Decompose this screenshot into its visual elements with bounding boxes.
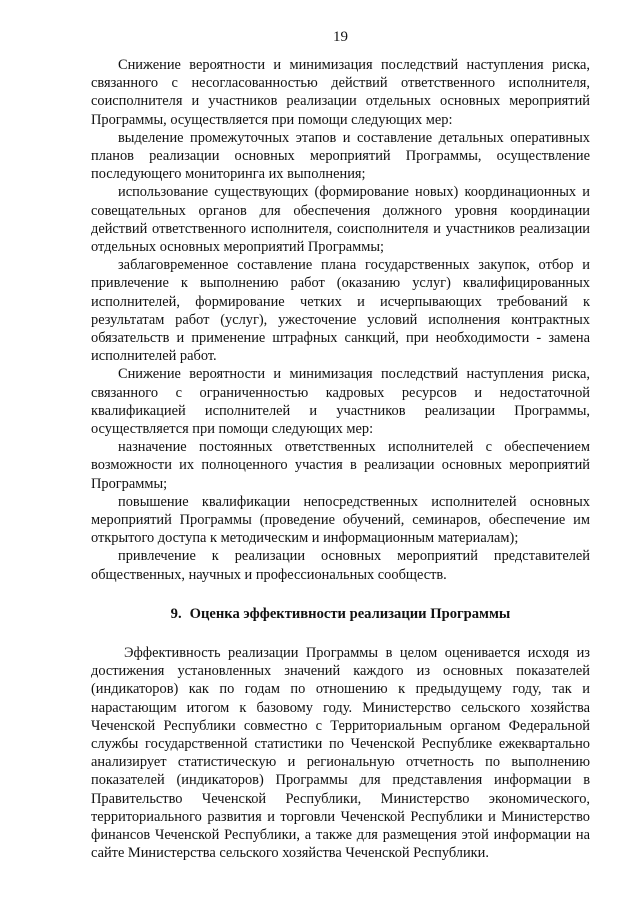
section-number: 9. [170, 605, 182, 622]
section-title: Оценка эффективности реализации Программы [189, 605, 511, 622]
paragraph-risk-coordination: Снижение вероятности и минимизация последствий наступления риска, связанного с несогласованностью действий ответственного исполнителя, соисполнителя и участников реализации отдельных основных мероприятий Программы, осуществляется при помощи следующих мер: [91, 57, 590, 128]
paragraph-measure-training: повышение квалификации непосредственных исполнителей основных мероприятий Программы (проведение обучений, семинаров, обеспечение им открытого доступа к методическим и информационным материалам); [91, 493, 590, 547]
paragraph-measure-stages: выделение промежуточных этапов и составление детальных оперативных планов реализации основных мероприятий Программы, осуществление последующего мониторинга их выполнения; [91, 129, 590, 183]
paragraph-measure-procurement: заблаговременное составление плана государственных закупок, отбор и привлечение к выполнению работ (оказанию услуг) квалифицированных исполнителей, формирование четких и исчерпывающих требований к результатам работ (услуг), ужесточение условий исполнения контрактных обязательств и применение штрафных санкций, при необходимости - замена исполнителей работ. [91, 257, 590, 365]
page-number: 19 [333, 29, 348, 45]
section-heading [91, 605, 590, 623]
paragraph-efficiency-evaluation: Эффективность реализации Программы в целом оценивается исходя из достижения установленных значений каждого из основных показателей (индикаторов) как по годам по отношению к предыдущему году, так и нарастающим итогом к базовому году. Министерство сельского хозяйства Чеченской Республики совместно с Территориальным органом Федеральной службы государственной статистики по Чеченской Республике ежеквартально анализирует статистическую и региональную отчетность по выполнению показателей (индикаторов) Программы для представления информации в Правительство Чеченской Республики, Министерство экономического, территориального развития и торговли Чеченской Республики и Министерство финансов Чеченской Республики, а также для размещения этой информации на сайте Министерства сельского хозяйства Чеченской Республики. [91, 644, 590, 862]
paragraph-measure-coordination-bodies: использование существующих (формирование новых) координационных и совещательных органов для обеспечения должного уровня координации действий ответственного исполнителя, соисполнителя и участников реализации отдельных основных мероприятий Программы; [91, 184, 590, 256]
paragraph-measure-communities: привлечение к реализации основных мероприятий представителей общественных, научных и профессиональных сообществ. [91, 548, 590, 583]
paragraph-measure-appointment: назначение постоянных ответственных исполнителей с обеспечением возможности их полноценного участия в реализации основных мероприятий Программы; [91, 439, 590, 492]
paragraph-risk-personnel: Снижение вероятности и минимизация последствий наступления риска, связанного с ограниченностью кадровых ресурсов и недостаточной квалификацией исполнителей и участников реализации Программы, осуществляется при помощи следующих мер: [91, 366, 590, 438]
